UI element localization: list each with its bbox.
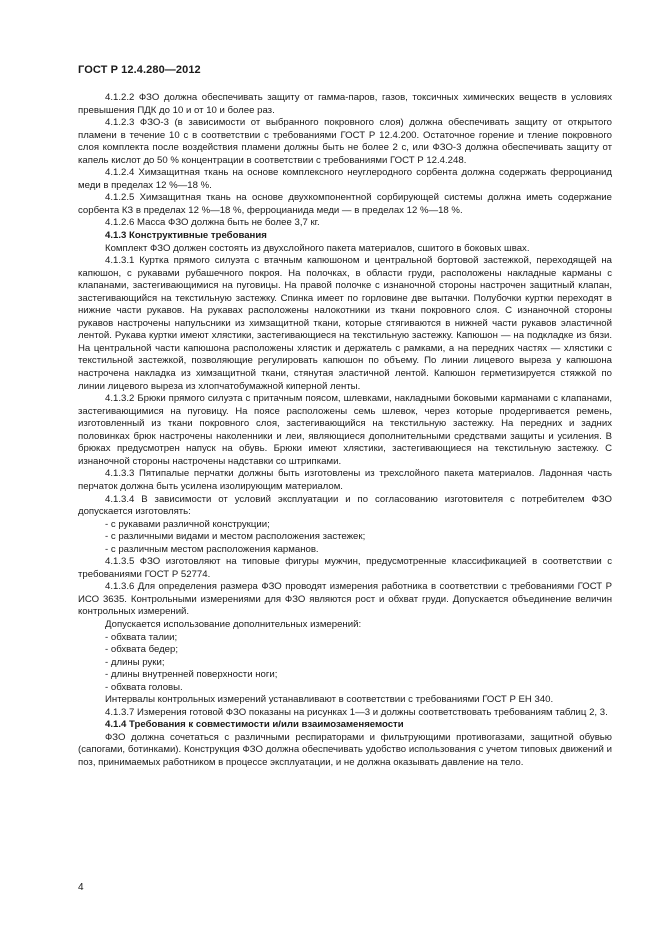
list-item: - с различным местом расположения карманов. (105, 543, 319, 555)
list-item: - длины внутренней поверхности ноги; (105, 669, 278, 681)
list-item: - обхвата талии; (105, 631, 178, 643)
paragraph: 4.1.2.5 Химзащитная ткань на основе двухкомпонентной сорбирующей системы должна иметь содержание сорбента КЗ в пределах 12 %—18 %, ферроцианида меди — в пределах 12 %—18 %. (78, 192, 612, 216)
paragraph: 4.1.3.4 В зависимости от условий эксплуатации и по согласованию изготовителя с потребителем ФЗО допускается изготовлять: (78, 493, 612, 518)
section-heading: 4.1.4 Требования к совместимости и/или взаимозаменяемости (105, 719, 404, 731)
paragraph: Интервалы контрольных измерений устанавливают в соответствии с требованиями ГОСТ Р ЕН 340. (105, 694, 554, 706)
page-number: 4 (78, 882, 84, 893)
paragraph: 4.1.2.2 ФЗО должна обеспечивать защиту от гамма-паров, газов, токсичных химических веществ в условиях превышения ПДК до 10 и от 10 и более раз. (78, 92, 612, 116)
paragraph: 4.1.3.2 Брюки прямого силуэта с притачным поясом, шлевками, накладными боковыми карманами с клапанами, застегивающимися на пуговицу. На поясе расположены семь шлевок, через которые продергивается ремень, изготовленный из ткани покровного слоя, застегивающийся на текстильную застежку. На передних и задних половинках брюк настрочены наколенники и леи, являющиеся дополнительными средствами защиты и усиления. В брюках предусмотрен напуск на обувь. Брюки имеют хлястики, застегивающиеся на текстильную застежку. С изнаночной стороны настрочены надставки со штрипками. (78, 393, 612, 467)
list-item: - длины руки; (105, 656, 165, 668)
paragraph: 4.1.3.3 Пятипалые перчатки должны быть изготовлены из трехслойного пакета материалов. Ладонная часть перчаток должна быть усилена изолирующим материалом. (78, 468, 612, 492)
list-item: - с рукавами различной конструкции; (105, 518, 270, 530)
document-body (78, 92, 612, 770)
paragraph: Комплект ФЗО должен состоять из двухслойного пакета материалов, сшитого в боковых швах. (105, 242, 530, 254)
paragraph: 4.1.3.7 Измерения готовой ФЗО показаны на рисунках 1—3 и должны соответствовать требованиям таблиц 2, 3. (105, 706, 608, 718)
paragraph: Допускается использование дополнительных измерений: (105, 618, 362, 630)
paragraph: ФЗО должна сочетаться с различными респираторами и фильтрующими противогазами, защитной обувью (сапогами, ботинками). Конструкция ФЗО должна обеспечивать удобство использования с учетом типовых движений и поз, принимаемых работником в процессе эксплуатации, и не должна оказывать давление на тело. (78, 731, 612, 768)
paragraph: 4.1.2.3 ФЗО-3 (в зависимости от выбранного покровного слоя) должна обеспечивать защиту от открытого пламени в течение 10 с в соответствии с требованиями ГОСТ Р 12.4.200. Остаточное горение и тление покровного слоя комплекта после воздействия пламени должны быть не более 2 с, или ФЗО-3 должна обеспечивать защиту от капель кислот до 50 % концентрации в соответствии с требованиями ГОСТ Р 12.4.248. (78, 117, 612, 166)
paragraph: 4.1.3.5 ФЗО изготовляют на типовые фигуры мужчин, предусмотренные классификацией в соответствии с требованиями ГОСТ Р 52774. (78, 556, 612, 580)
paragraph: 4.1.2.6 Масса ФЗО должна быть не более 3,7 кг. (105, 217, 320, 229)
paragraph: 4.1.3.1 Куртка прямого силуэта с втачным капюшоном и центральной бортовой застежкой, переходящей на капюшон, с рукавами рубашечного покроя. На полочках, в области груди, расположены накладные карманы с клапанами, застегивающимися на пуговицы. На правой полочке с изнаночной стороны настрочен защитный клапан, застегивающийся на текстильную застежку. Спинка имеет по горловине две вытачки. Полубочки куртки переходят в нижние части рукавов. На рукавах расположены налокотники из ткани покровного слоя. С изнаночной стороны рукавов настрочены напульсники из химзащитной ткани, которые стягиваются в нижней части рукавов эластичной лентой. Рукава куртки имеют хлястики, застегивающиеся на текстильную застежку. Капюшон — на подкладке из бязи. На центральной части капюшона расположены хлястик и держатель с рамками, а на передних частях — хлястики с текстильной застежкой, позволяющие регулировать капюшон по объему. По линии лицевого выреза у капюшона настрочена накладка из химзащитной ткани, стянутая эластичной лентой. Капюшон герметизируется стяжкой по линии лицевого выреза из хлопчатобумажной киперной ленты. (78, 255, 612, 392)
paragraph: 4.1.3.6 Для определения размера ФЗО проводят измерения работника в соответствии с требованиями ГОСТ Р ИСО 3635. Контрольными измерениями для ФЗО являются рост и обхват груди. Допускается объединение величин контрольных измерений. (78, 581, 612, 618)
list-item: - с различными видами и местом расположения застежек; (105, 531, 366, 543)
paragraph: 4.1.2.4 Химзащитная ткань на основе комплексного неуглеродного сорбента должна содержать ферроцианид меди в пределах 12 %—18 %. (78, 167, 612, 191)
section-heading: 4.1.3 Конструктивные требования (105, 230, 267, 242)
list-item: - обхвата бедер; (105, 644, 179, 656)
list-item: - обхвата головы. (105, 681, 183, 693)
document-header: ГОСТ Р 12.4.280—2012 (78, 64, 201, 76)
